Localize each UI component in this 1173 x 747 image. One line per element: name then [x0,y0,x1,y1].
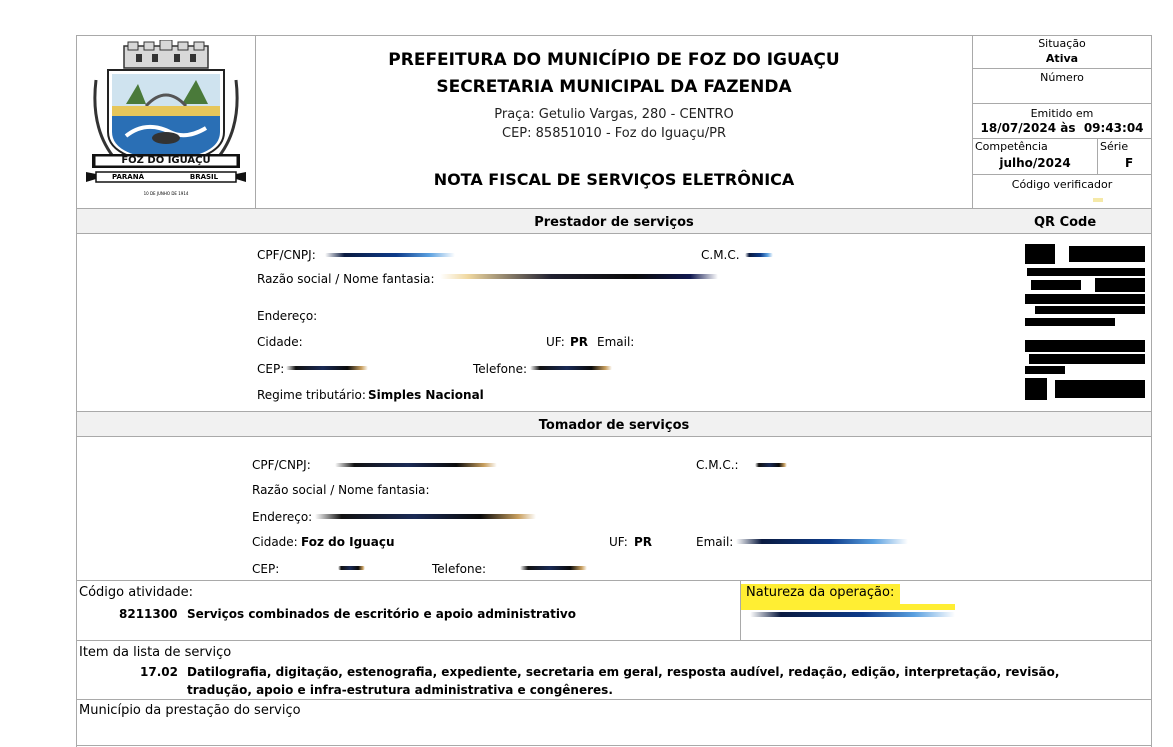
natureza-highlight-bar [741,604,955,610]
tomador-cmc-label: C.M.C.: [696,458,739,472]
tomador-cpf-label: CPF/CNPJ: [252,458,311,472]
codigo-atividade-value: 8211300 [119,607,178,621]
prestador-uf-value: PR [570,335,589,349]
city-coat-of-arms [86,40,246,202]
prestador-uf-label: UF: [546,335,565,349]
competencia-label: Competência [975,140,1048,153]
prestador-regime-value: Simples Nacional [368,388,484,402]
emblem-date: 10 DE JUNHO DE 1914 [143,191,189,196]
serie-value: F [1125,156,1134,170]
prestador-section-title: Prestador de serviços [534,215,694,230]
qr-code-title: QR Code [1034,215,1097,230]
prestador-cep-label: CEP: [257,362,285,376]
prestador-endereco-label: Endereço: [257,309,318,323]
item-lista-desc-line2: tradução, apoio e infra-estrutura administrativa e congêneres. [187,683,613,697]
prestador-email-label: Email: [597,335,635,349]
prestador-razao-label: Razão social / Nome fantasia: [257,272,435,286]
secretaria-title: SECRETARIA MUNICIPAL DA FAZENDA [436,77,792,97]
prestador-cmc-label: C.M.C. [701,248,740,262]
tomador-razao-label: Razão social / Nome fantasia: [252,483,430,497]
serie-label: Série [1100,140,1129,153]
tomador-uf-label: UF: [609,535,628,549]
municipio-prestacao-label: Município da prestação do serviço [79,703,301,718]
tomador-cep-label: CEP: [252,562,280,576]
situacao-label: Situação [1038,37,1086,50]
emblem-state-name: PARANÁ [112,173,144,181]
address-line: Praça: Getulio Vargas, 280 - CENTRO [494,107,734,122]
tomador-endereco-label: Endereço: [252,510,313,524]
codigo-atividade-desc: Serviços combinados de escritório e apoio administrativo [187,607,576,621]
item-lista-desc-line1: Datilografia, digitação, estenografia, expediente, secretaria em geral, resposta audível, redação, edição, interpretação, revisão, [187,665,1060,679]
emitido-value: 18/07/2024 às 09:43:04 [980,121,1144,135]
tomador-uf-value: PR [634,535,653,549]
cep-line: CEP: 85851010 - Foz do Iguaçu/PR [502,126,726,141]
item-lista-label: Item da lista de serviço [79,645,232,660]
prestador-cpf-label: CPF/CNPJ: [257,248,316,262]
codigo-verificador-redacted [1093,198,1103,202]
item-lista-code: 17.02 [140,665,178,679]
document-title: NOTA FISCAL DE SERVIÇOS ELETRÔNICA [433,170,795,189]
situacao-value: Ativa [1045,52,1079,65]
emitido-label: Emitido em [1030,107,1094,120]
emblem-country-name: BRASIL [189,173,219,181]
tomador-email-label: Email: [696,535,734,549]
emblem-city-name: FOZ DO IGUAÇU [121,155,211,166]
prestador-regime-label: Regime tributário: [257,388,366,402]
qr-code [1025,242,1145,400]
codigo-verificador-label: Código verificador [1011,178,1113,191]
tomador-cidade-label: Cidade: [252,535,298,549]
tomador-cidade-value: Foz do Iguaçu [301,535,395,549]
prestador-telefone-label: Telefone: [473,362,527,376]
numero-label: Número [1040,71,1084,84]
natureza-operacao-label: Natureza da operação: [746,585,895,600]
prestador-cidade-label: Cidade: [257,335,303,349]
tomador-section-title: Tomador de serviços [538,418,690,433]
prefeitura-title: PREFEITURA DO MUNICÍPIO DE FOZ DO IGUAÇU [388,50,840,70]
competencia-value: julho/2024 [999,156,1071,170]
codigo-atividade-label: Código atividade: [79,585,194,600]
tomador-telefone-label: Telefone: [432,562,486,576]
